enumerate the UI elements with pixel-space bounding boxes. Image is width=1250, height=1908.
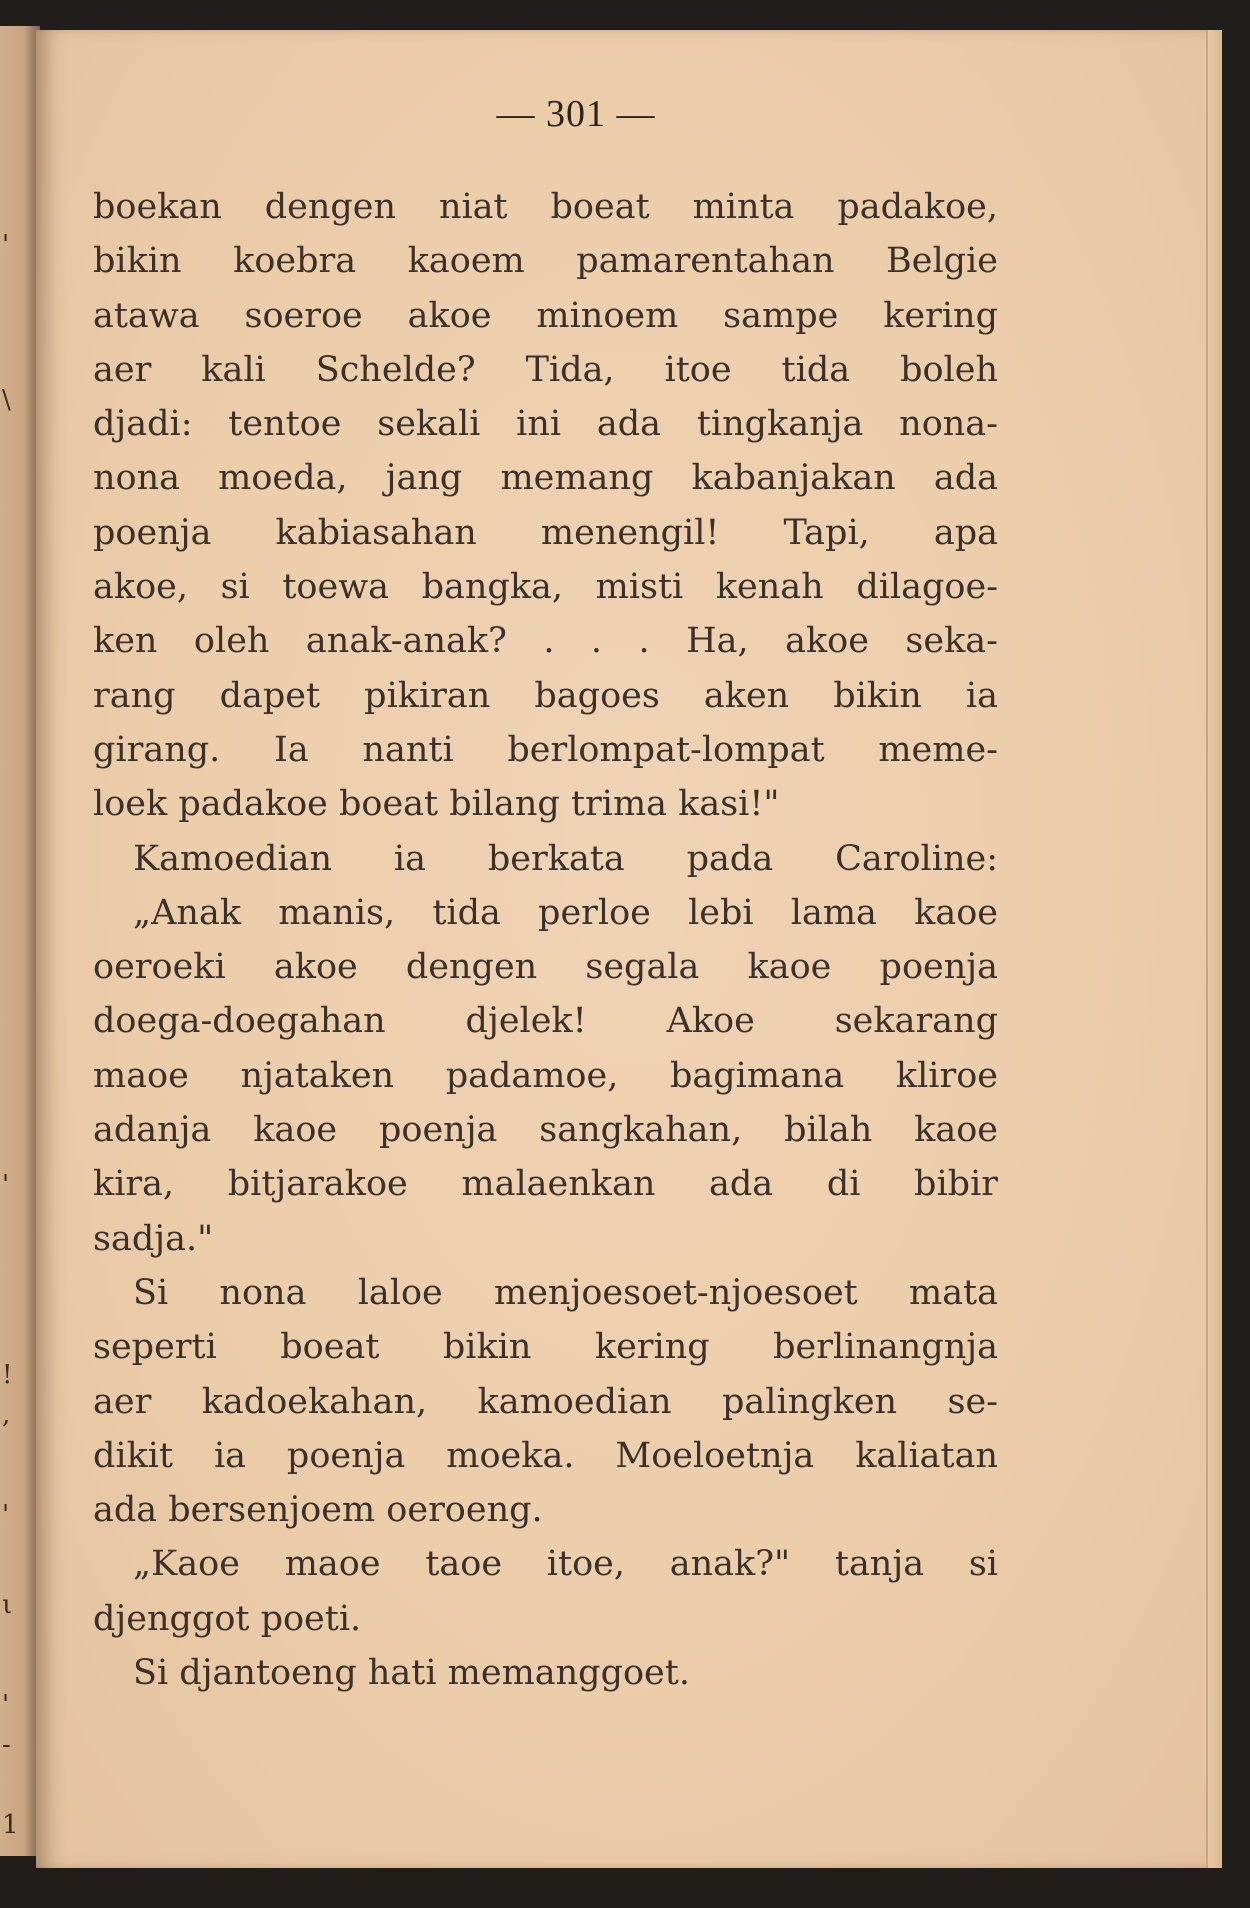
text-line: „Kaoe maoe taoe itoe, anak?" tanja si <box>133 1544 998 1585</box>
text-line: akoe, si toewa bangka, misti kenah dilagoe- <box>93 567 998 608</box>
text-line: atawa soeroe akoe minoem sampe kering <box>93 295 998 336</box>
text-line: maoe njataken padamoe, bagimana kliroe <box>93 1055 998 1096</box>
text-line: loek padakoe boeat bilang trima kasi!" <box>93 784 780 825</box>
text-line: aer kali Schelde? Tida, itoe tida boleh <box>93 349 998 390</box>
text-line: sadja." <box>93 1218 214 1259</box>
facing-page-mark: - <box>2 1730 11 1760</box>
text-line: ada bersenjoem oeroeng. <box>93 1490 543 1531</box>
facing-page-marks <box>2 26 32 1856</box>
facing-page-mark: ' <box>2 1170 10 1200</box>
facing-page-mark: ι <box>2 1590 13 1620</box>
facing-page-mark: 1 <box>2 1810 19 1840</box>
text-line: seperti boeat bikin kering berlinangnja <box>93 1327 998 1368</box>
text-line: doega-doegahan djelek! Akoe sekarang <box>93 1001 998 1042</box>
facing-page-mark: ' <box>2 230 10 260</box>
text-line: djadi: tentoe sekali ini ada tingkanja nona- <box>93 404 998 445</box>
text-line: rang dapet pikiran bagoes aken bikin ia <box>93 675 998 716</box>
text-line: aer kadoekahan, kamoedian palingken se- <box>93 1381 998 1422</box>
text-line: adanja kaoe poenja sangkahan, bilah kaoe <box>93 1110 998 1151</box>
body-text <box>93 180 998 1700</box>
text-line: kira, bitjarakoe malaenkan ada di bibir <box>93 1164 998 1205</box>
text-line: djenggot poeti. <box>93 1598 362 1639</box>
text-line: nona moeda, jang memang kabanjakan ada <box>93 458 998 499</box>
text-line: Kamoedian ia berkata pada Caroline: <box>133 838 998 879</box>
text-line: „Anak manis, tida perloe lebi lama kaoe <box>133 892 998 933</box>
facing-page-mark: ! <box>2 1360 13 1390</box>
text-line: oeroeki akoe dengen segala kaoe poenja <box>93 947 998 988</box>
text-line: poenja kabiasahan menengil! Tapi, apa <box>93 512 998 553</box>
facing-page-mark: , <box>2 1400 11 1430</box>
text-line: Si djantoeng hati memanggoet. <box>133 1653 690 1694</box>
facing-page-edge <box>0 26 40 1856</box>
text-line: boekan dengen niat boeat minta padakoe, <box>93 187 998 227</box>
text-line: ken oleh anak-anak? . . . Ha, akoe seka- <box>93 621 998 662</box>
text-line: dikit ia poenja moeka. Moeloetnja kaliatan <box>93 1435 998 1476</box>
book-page <box>36 30 1222 1868</box>
facing-page-mark: \ <box>2 385 11 415</box>
page-edge <box>1206 30 1222 1868</box>
facing-page-mark: ' <box>2 1500 10 1530</box>
text-line: bikin koebra kaoem pamarentahan Belgie <box>93 241 998 282</box>
text-line: girang. Ia nanti berlompat-lompat meme- <box>93 729 998 770</box>
facing-page-mark: ' <box>2 1690 10 1720</box>
text-line: Si nona laloe menjoesoet-njoesoet mata <box>133 1272 998 1313</box>
page-number: — 301 — <box>496 93 656 135</box>
